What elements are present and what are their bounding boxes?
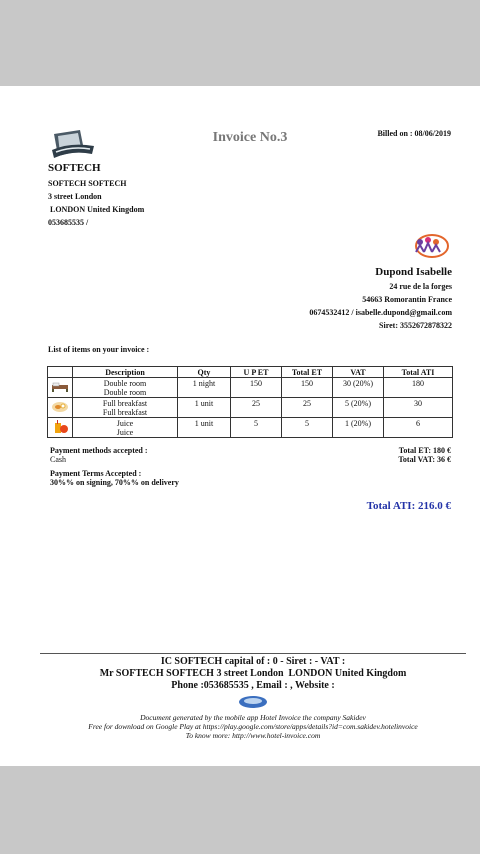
client-line: 24 rue de la forges (389, 282, 452, 291)
juice-icon (48, 418, 73, 438)
client-line: 0674532412 / isabelle.dupond@gmail.com (309, 308, 452, 317)
company-name: SOFTECH (48, 162, 101, 174)
column-header: Qty (178, 367, 231, 378)
client-line: 54663 Romorantin France (362, 295, 452, 304)
client-logo-icon (410, 232, 450, 260)
row-description (73, 398, 178, 418)
company-address (48, 177, 144, 229)
desc-line: Double room (103, 379, 147, 388)
table-row (48, 378, 453, 398)
footer-credits (40, 713, 466, 740)
items-list-title: List of items on your invoice : (48, 345, 150, 354)
app-logo-icon (238, 695, 268, 709)
row-description (73, 418, 178, 438)
row-vat: 1 (20%) (333, 418, 384, 438)
row-total-et: 150 (282, 378, 333, 398)
row-unit-price: 25 (231, 398, 282, 418)
column-header: U P ET (231, 367, 282, 378)
row-total-ati: 6 (384, 418, 453, 438)
payment-methods-value: Cash (50, 455, 66, 464)
table-row (48, 418, 453, 438)
client-name: Dupond Isabelle (375, 266, 452, 278)
payment-terms (50, 469, 179, 487)
company-line: 3 street London (48, 192, 102, 201)
payment-terms-value: 30%% on signing, 70%% on delivery (50, 478, 179, 487)
company-line: SOFTECH SOFTECH (48, 179, 127, 188)
client-line: Siret: 3552672878322 (379, 321, 452, 330)
row-qty: 1 unit (178, 398, 231, 418)
image-column-header (48, 367, 73, 378)
payment-methods-label: Payment methods accepted : (50, 446, 148, 455)
row-description (73, 378, 178, 398)
footer-line: Phone :053685535 , Email : , Website : (171, 680, 335, 691)
company-logo-icon (50, 128, 96, 160)
payment-terms-label: Payment Terms Accepted : (50, 469, 142, 478)
footer-line: IC SOFTECH capital of : 0 - Siret : - VAT : (160, 656, 346, 667)
row-unit-price: 150 (231, 378, 282, 398)
desc-line: Full breakfast (102, 408, 148, 417)
breakfast-icon (48, 398, 73, 418)
footer-credit-line: To know more: http://www.hotel-invoice.com (185, 731, 321, 740)
total-vat: Total VAT: 36 € (398, 455, 451, 464)
company-line: 053685535 / (48, 218, 89, 227)
column-header: Total ATI (384, 367, 453, 378)
row-unit-price: 5 (231, 418, 282, 438)
items-table (47, 366, 453, 438)
table-header-row (48, 367, 453, 378)
totals-summary (398, 446, 451, 464)
row-vat: 5 (20%) (333, 398, 384, 418)
invoice-page (0, 86, 480, 766)
desc-line: Juice (116, 428, 134, 437)
payment-methods (50, 446, 148, 464)
desc-line: Double room (103, 388, 147, 397)
row-total-ati: 180 (384, 378, 453, 398)
column-header: Description (73, 367, 178, 378)
desc-line: Juice (116, 419, 134, 428)
footer-line: Mr SOFTECH SOFTECH 3 street London LONDON United Kingdom (99, 668, 407, 679)
invoice-title: Invoice No.3 (212, 130, 288, 145)
company-line: LONDON United Kingdom (48, 205, 145, 214)
total-et: Total ET: 180 € (398, 446, 451, 455)
footer-credit-line: Free for download on Google Play at https://play.google.com/store/apps/details?id=com.sakidev.hotelinvoice (88, 722, 418, 731)
desc-line: Full breakfast (102, 399, 148, 408)
footer-credit-line: Document generated by the mobile app Hotel Invoice the company Sakidev (140, 713, 366, 722)
row-vat: 30 (20%) (333, 378, 384, 398)
total-ati: Total ATI: 216.0 € (366, 500, 451, 512)
table-row (48, 398, 453, 418)
row-qty: 1 night (178, 378, 231, 398)
row-total-ati: 30 (384, 398, 453, 418)
row-qty: 1 unit (178, 418, 231, 438)
client-address (309, 280, 452, 332)
footer-divider (40, 653, 466, 654)
column-header: VAT (333, 367, 384, 378)
row-total-et: 25 (282, 398, 333, 418)
footer-company-info (40, 656, 466, 692)
row-total-et: 5 (282, 418, 333, 438)
bed-icon (48, 378, 73, 398)
billed-date: Billed on : 08/06/2019 (377, 129, 451, 138)
column-header: Total ET (282, 367, 333, 378)
